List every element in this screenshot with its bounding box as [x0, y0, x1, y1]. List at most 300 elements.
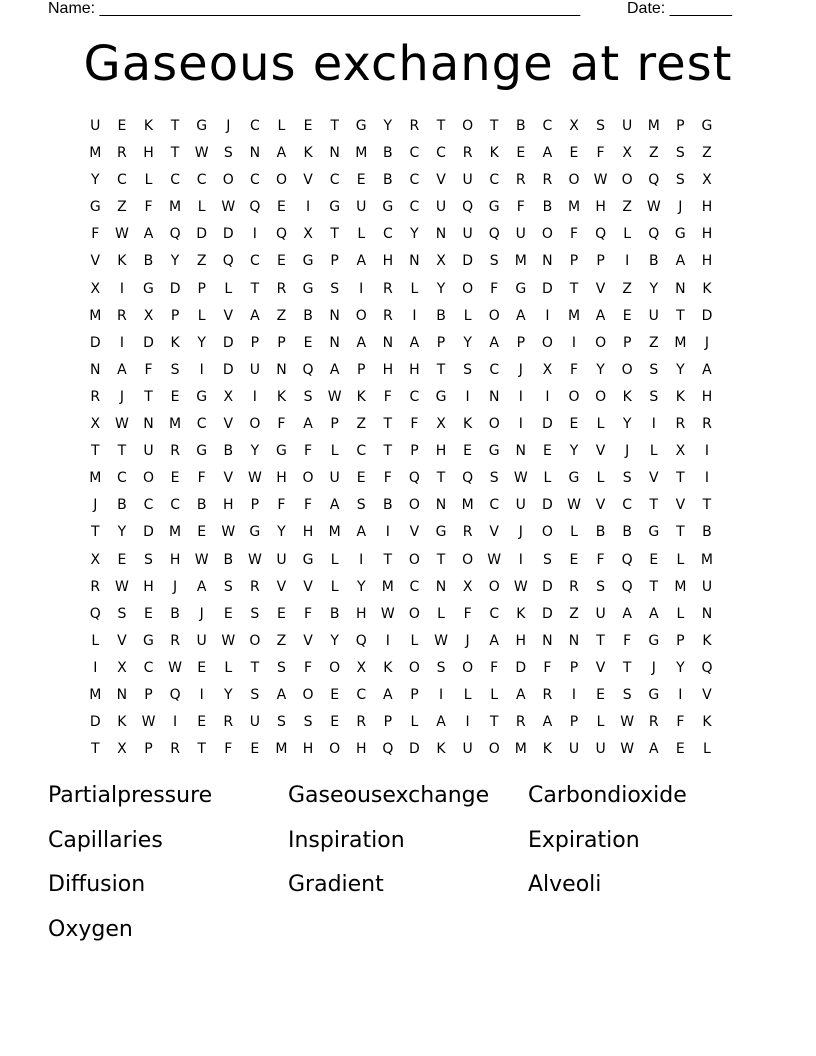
grid-letter: X [223, 388, 234, 405]
grid-letter: O [541, 226, 553, 243]
grid-letter: B [223, 443, 234, 460]
grid-letter: U [356, 199, 367, 216]
grid-letter: K [702, 632, 712, 649]
grid-letter: C [409, 199, 420, 216]
grid-letter: E [569, 551, 579, 568]
grid-letter: P [569, 659, 579, 676]
grid-letter: H [701, 388, 713, 405]
grid-letter: P [676, 118, 685, 134]
grid-letter: O [462, 551, 474, 568]
grid-letter: Y [622, 416, 632, 433]
grid-letter: E [303, 118, 313, 134]
grid-letter: Q [382, 741, 394, 758]
grid-letter: L [357, 226, 366, 243]
grid-letter: J [625, 443, 630, 460]
grid-letter: H [276, 470, 287, 487]
grid-letter: G [196, 118, 208, 134]
grid-letter: V [276, 578, 287, 595]
grid-letter: P [569, 714, 579, 731]
grid-letter: H [595, 199, 606, 216]
grid-letter: A [329, 497, 340, 514]
grid-letter: C [356, 443, 367, 460]
grid-letter: C [542, 118, 553, 134]
grid-row [82, 167, 720, 194]
grid-letter: O [488, 416, 500, 433]
grid-letter: R [90, 578, 101, 595]
grid-letter: P [383, 714, 393, 731]
grid-letter: A [196, 578, 207, 595]
grid-letter: Z [648, 334, 659, 351]
grid-letter: K [117, 253, 127, 270]
grid-letter: E [170, 470, 180, 487]
grid-letter: W [221, 524, 236, 541]
grid-letter: H [302, 524, 314, 541]
grid-letter: G [648, 632, 660, 649]
grid-letter: L [437, 605, 445, 622]
grid-letter: M [89, 686, 102, 703]
grid-letter: R [356, 714, 367, 731]
grid-row [82, 357, 720, 384]
grid-letter: W [487, 551, 502, 568]
grid-letter: W [194, 145, 209, 162]
grid-letter: H [143, 145, 154, 162]
grid-letter: G [435, 388, 447, 405]
grid-letter: A [542, 714, 553, 731]
grid-letter: W [646, 199, 661, 216]
grid-letter: G [355, 118, 367, 134]
grid-letter: Y [649, 280, 659, 297]
grid-letter: Y [596, 361, 605, 378]
grid-letter: S [436, 659, 446, 676]
grid-letter: W [114, 226, 129, 243]
grid-letter: W [567, 497, 581, 514]
grid-letter: S [277, 659, 286, 676]
grid-letter: R [648, 714, 659, 731]
grid-letter: B [329, 605, 340, 622]
grid-letter: D [515, 659, 527, 676]
grid-letter: Y [250, 443, 260, 460]
grid-letter: J [678, 199, 683, 216]
grid-letter: Y [410, 226, 419, 243]
grid-letter: W [114, 416, 129, 433]
grid-letter: C [409, 578, 420, 595]
grid-letter: X [702, 172, 712, 189]
grid-letter: G [196, 388, 208, 405]
word-list-item: Expiration [528, 827, 640, 853]
grid-letter: O [621, 361, 633, 378]
grid-letter: C [249, 253, 260, 270]
grid-letter: J [93, 497, 98, 514]
grid-letter: O [488, 307, 500, 324]
grid-row [82, 330, 720, 357]
grid-letter: R [702, 416, 712, 433]
grid-letter: C [143, 497, 154, 514]
grid-letter: T [436, 361, 446, 378]
grid-letter: P [410, 686, 419, 703]
grid-letter: R [117, 307, 127, 324]
grid-letter: A [542, 145, 553, 162]
grid-letter: Q [648, 226, 660, 243]
grid-letter: T [330, 226, 339, 243]
grid-letter: I [199, 361, 204, 378]
grid-letter: S [117, 605, 127, 622]
grid-letter: M [461, 497, 474, 514]
grid-letter: L [490, 686, 499, 703]
grid-letter: I [385, 632, 390, 649]
grid-letter: L [197, 307, 206, 324]
grid-letter: W [513, 578, 528, 595]
grid-letter: L [410, 714, 419, 731]
grid-letter: G [435, 524, 447, 541]
grid-letter: X [542, 361, 553, 378]
grid-letter: E [542, 443, 552, 460]
grid-letter: S [250, 605, 260, 622]
grid-letter: Z [569, 605, 579, 622]
grid-letter: H [169, 551, 181, 568]
header-line [48, 0, 732, 18]
grid-letter: V [436, 172, 446, 189]
grid-letter: V [595, 280, 606, 297]
grid-letter: H [701, 253, 713, 270]
grid-letter: G [488, 443, 500, 460]
grid-letter: O [408, 605, 420, 622]
grid-letter: P [357, 361, 366, 378]
grid-letter: C [249, 118, 260, 134]
grid-letter: O [249, 416, 261, 433]
grid-letter: Z [196, 253, 207, 270]
grid-letter: B [436, 307, 446, 324]
grid-letter: Y [463, 334, 472, 351]
grid-letter: O [355, 307, 367, 324]
grid-letter: E [516, 145, 526, 162]
word-list-item: Gradient [288, 872, 384, 897]
grid-letter: D [143, 524, 154, 541]
grid-letter: O [488, 578, 500, 595]
grid-letter: W [327, 388, 342, 405]
grid-letter: M [514, 253, 527, 270]
grid-row [82, 248, 720, 275]
grid-letter: T [144, 388, 153, 405]
grid-letter: G [196, 443, 208, 460]
grid-letter: T [596, 632, 605, 649]
grid-letter: U [568, 741, 580, 758]
grid-row [82, 303, 720, 330]
grid-letter: Y [383, 118, 393, 134]
grid-letter: H [382, 253, 394, 270]
grid-letter: F [410, 416, 419, 433]
grid-letter: E [197, 659, 207, 676]
grid-row [82, 194, 720, 221]
grid-letter: D [542, 416, 553, 433]
grid-letter: L [596, 416, 605, 433]
grid-letter: V [702, 686, 712, 703]
grid-letter: H [223, 497, 234, 514]
grid-letter: N [409, 253, 420, 270]
grid-letter: E [117, 551, 127, 568]
grid-letter: T [330, 118, 339, 134]
grid-letter: R [462, 145, 473, 162]
grid-letter: N [701, 605, 713, 622]
grid-letter: X [90, 551, 101, 568]
grid-letter: S [250, 686, 260, 703]
grid-letter: V [223, 307, 234, 324]
word-list-item: Capillaries [48, 827, 163, 853]
grid-letter: E [170, 388, 180, 405]
grid-letter: V [223, 416, 234, 433]
grid-letter: M [89, 145, 102, 162]
date-field-label: Date: _______ [627, 0, 732, 17]
grid-letter: G [382, 199, 394, 216]
grid-letter: I [704, 470, 710, 487]
grid-letter: Z [276, 307, 287, 324]
grid-letter: L [330, 443, 339, 460]
grid-letter: T [383, 416, 393, 433]
grid-letter: I [438, 686, 444, 703]
grid-letter: S [303, 388, 313, 405]
grid-letter: S [170, 361, 180, 378]
grid-letter: K [702, 280, 712, 297]
grid-letter: M [169, 416, 182, 433]
grid-letter: S [330, 280, 340, 297]
grid-letter: I [119, 334, 124, 351]
grid-letter: V [90, 253, 101, 270]
grid-letter: T [489, 118, 499, 134]
grid-letter: E [144, 605, 153, 622]
grid-letter: Y [277, 524, 286, 541]
grid-letter: I [412, 307, 417, 324]
grid-letter: X [462, 578, 473, 595]
grid-row [82, 384, 720, 411]
grid-letter: S [675, 145, 685, 162]
grid-letter: K [622, 388, 632, 405]
grid-letter: L [623, 226, 632, 243]
grid-letter: K [702, 714, 712, 731]
grid-letter: L [570, 524, 578, 541]
grid-letter: S [277, 714, 286, 731]
grid-letter: T [436, 118, 446, 134]
grid-letter: L [410, 632, 419, 649]
grid-letter: I [305, 199, 311, 216]
grid-letter: W [593, 172, 608, 189]
grid-letter: S [622, 470, 632, 487]
grid-letter: N [143, 416, 154, 433]
grid-letter: Y [676, 361, 685, 378]
grid-letter: W [114, 578, 129, 595]
grid-row [82, 113, 720, 140]
grid-letter: A [250, 307, 260, 324]
grid-letter: V [595, 497, 606, 514]
grid-letter: F [596, 145, 605, 162]
grid-letter: I [518, 551, 523, 568]
grid-letter: I [518, 416, 523, 433]
grid-letter: B [143, 253, 154, 270]
grid-letter: L [703, 741, 711, 758]
grid-letter: U [143, 443, 154, 460]
grid-row [82, 519, 720, 546]
grid-letter: L [596, 714, 605, 731]
grid-letter: M [328, 524, 341, 541]
grid-letter: S [303, 714, 313, 731]
grid-letter: C [436, 145, 446, 162]
grid-letter: H [355, 605, 367, 622]
grid-letter: P [144, 686, 153, 703]
grid-letter: O [302, 686, 314, 703]
grid-letter: T [436, 551, 446, 568]
grid-letter: G [329, 199, 341, 216]
grid-letter: S [596, 118, 606, 134]
grid-letter: Q [621, 551, 633, 568]
grid-letter: S [675, 172, 685, 189]
grid-letter: C [489, 172, 500, 189]
grid-letter: B [117, 497, 127, 514]
grid-letter: Q [89, 605, 101, 622]
grid-letter: X [117, 659, 127, 676]
grid-letter: D [89, 714, 101, 731]
grid-letter: F [490, 280, 499, 297]
grid-letter: J [704, 334, 710, 351]
grid-row [82, 492, 720, 519]
grid-row [82, 276, 720, 303]
grid-letter: O [275, 172, 287, 189]
grid-letter: I [359, 280, 364, 297]
grid-letter: A [436, 714, 446, 731]
grid-letter: O [408, 659, 420, 676]
grid-letter: C [249, 172, 260, 189]
grid-row [82, 547, 720, 574]
grid-letter: O [222, 172, 234, 189]
grid-letter: H [302, 741, 314, 758]
grid-letter: Q [648, 172, 660, 189]
grid-letter: Q [621, 578, 633, 595]
grid-letter: E [277, 199, 286, 216]
grid-letter: M [89, 307, 102, 324]
grid-letter: L [197, 199, 206, 216]
grid-letter: N [488, 388, 500, 405]
grid-letter: M [355, 145, 368, 162]
grid-letter: V [409, 524, 420, 541]
grid-letter: L [277, 118, 286, 134]
grid-letter: T [622, 659, 632, 676]
grid-letter: I [465, 388, 470, 405]
grid-letter: M [275, 741, 288, 758]
grid-letter: D [143, 334, 154, 351]
grid-letter: Y [223, 686, 233, 703]
grid-letter: D [222, 361, 234, 378]
grid-letter: L [463, 307, 472, 324]
name-field-label: Name: ______________________________________________________ [48, 0, 581, 17]
grid-letter: O [595, 388, 607, 405]
grid-letter: G [648, 686, 660, 703]
grid-letter: O [249, 632, 261, 649]
grid-letter: I [119, 280, 124, 297]
grid-letter: E [303, 334, 313, 351]
grid-letter: D [169, 280, 181, 297]
grid-letter: F [596, 551, 605, 568]
grid-letter: L [224, 659, 233, 676]
grid-letter: M [169, 524, 182, 541]
grid-letter: S [223, 578, 233, 595]
grid-letter: I [571, 334, 577, 351]
grid-letter: B [303, 307, 313, 324]
grid-letter: A [516, 686, 526, 703]
grid-letter: O [462, 659, 474, 676]
grid-letter: I [545, 388, 550, 405]
grid-letter: T [250, 659, 260, 676]
grid-letter: C [170, 497, 180, 514]
grid-letter: I [173, 714, 178, 731]
grid-letter: E [622, 307, 632, 324]
grid-letter: F [304, 443, 313, 460]
grid-letter: N [329, 307, 340, 324]
grid-letter: A [383, 686, 393, 703]
grid-letter: Q [408, 470, 420, 487]
grid-letter: M [381, 578, 394, 595]
grid-letter: K [117, 714, 127, 731]
grid-letter: E [330, 686, 340, 703]
grid-row [82, 411, 720, 438]
grid-letter: T [383, 443, 393, 460]
grid-letter: J [518, 524, 523, 541]
grid-letter: I [625, 253, 630, 270]
grid-letter: M [674, 578, 687, 595]
grid-letter: B [170, 605, 180, 622]
grid-letter: N [542, 632, 553, 649]
grid-letter: O [462, 118, 474, 134]
grid-letter: R [117, 145, 127, 162]
grid-letter: S [622, 686, 632, 703]
grid-letter: T [702, 497, 712, 514]
grid-letter: P [622, 334, 632, 351]
grid-letter: G [143, 280, 154, 297]
grid-row [82, 736, 720, 763]
grid-letter: A [356, 524, 367, 541]
grid-letter: K [675, 388, 685, 405]
grid-letter: A [702, 361, 712, 378]
grid-letter: T [676, 470, 685, 487]
grid-letter: K [516, 605, 526, 622]
grid-letter: I [93, 659, 98, 676]
grid-letter: T [170, 145, 180, 162]
grid-letter: I [252, 388, 257, 405]
grid-letter: L [649, 443, 658, 460]
grid-letter: U [515, 226, 526, 243]
word-list-item: Gaseousexchange [288, 783, 490, 808]
grid-letter: T [569, 280, 579, 297]
grid-letter: P [277, 334, 286, 351]
grid-letter: L [543, 470, 552, 487]
grid-letter: R [223, 714, 234, 731]
grid-letter: A [622, 605, 632, 622]
grid-letter: J [173, 578, 178, 595]
grid-letter: M [567, 199, 581, 216]
grid-letter: E [356, 470, 366, 487]
grid-letter: H [355, 741, 367, 758]
grid-letter: W [141, 714, 156, 731]
grid-letter: O [541, 524, 553, 541]
grid-letter: W [620, 741, 635, 758]
grid-letter: Q [701, 659, 713, 676]
grid-letter: K [170, 334, 180, 351]
grid-letter: M [514, 741, 527, 758]
grid-letter: U [276, 551, 287, 568]
page-title: Gaseous exchange at rest [83, 36, 733, 92]
grid-letter: C [382, 226, 393, 243]
grid-letter: L [596, 470, 605, 487]
grid-letter: E [117, 118, 127, 134]
grid-letter: A [356, 253, 367, 270]
grid-letter: E [277, 605, 286, 622]
grid-letter: Z [356, 416, 367, 433]
